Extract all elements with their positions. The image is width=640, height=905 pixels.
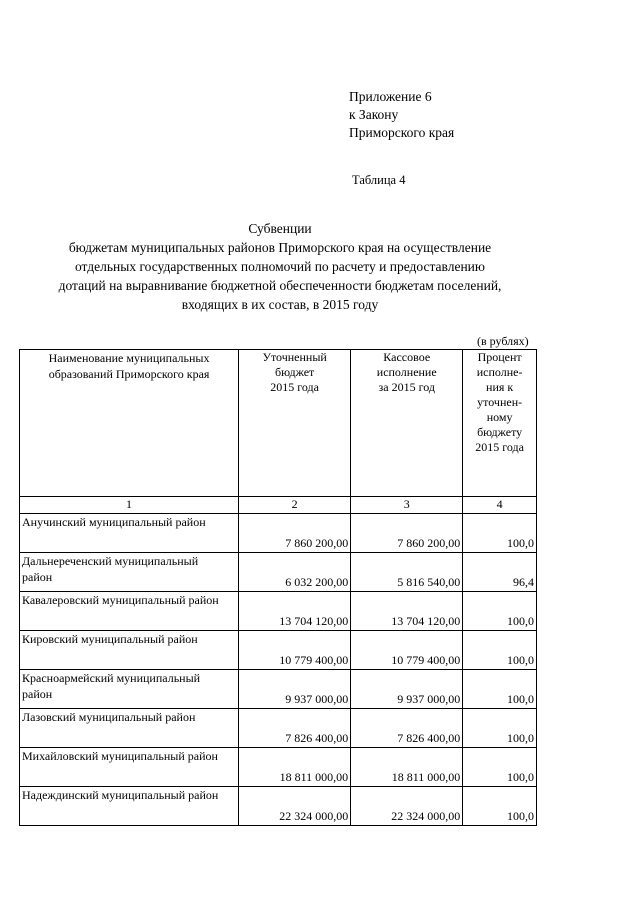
- title-line: входящих в их состав, в 2015 году: [181, 297, 379, 312]
- table-row: [20, 553, 537, 592]
- municipality-name: Кавалеровский муниципальный район: [20, 592, 239, 631]
- municipality-name: Анучинский муниципальный район: [20, 514, 239, 553]
- title-line: Субвенции: [248, 221, 312, 236]
- column-number-row: [20, 497, 537, 514]
- column-number: 2: [239, 497, 351, 514]
- column-number: 1: [20, 497, 239, 514]
- header-cash-execution: Кассовое исполнение за 2015 год: [351, 350, 463, 497]
- subventions-table: [19, 349, 537, 826]
- municipality-name: Лазовский муниципальный район: [20, 709, 239, 748]
- percent-value: 100,0: [463, 787, 537, 826]
- cash-value: 5 816 540,00: [351, 553, 463, 592]
- percent-value: 100,0: [463, 631, 537, 670]
- municipality-name: Красноармейский муниципальный район: [20, 670, 239, 709]
- cash-value: 7 826 400,00: [351, 709, 463, 748]
- table-row: [20, 670, 537, 709]
- title-line: отдельных государственных полномочий по расчету и предоставлению: [74, 259, 485, 274]
- header-percent: Процент исполне- ния к уточнен- ному бюджету 2015 года: [463, 350, 537, 497]
- table-row: [20, 787, 537, 826]
- budget-value: 7 860 200,00: [239, 514, 351, 553]
- cash-value: 13 704 120,00: [351, 592, 463, 631]
- column-number: 3: [351, 497, 463, 514]
- percent-value: 100,0: [463, 670, 537, 709]
- table-row: [20, 514, 537, 553]
- municipality-name: Михайловский муниципальный район: [20, 748, 239, 787]
- column-number: 4: [463, 497, 537, 514]
- budget-value: 10 779 400,00: [239, 631, 351, 670]
- budget-value: 13 704 120,00: [239, 592, 351, 631]
- cash-value: 22 324 000,00: [351, 787, 463, 826]
- cash-value: 10 779 400,00: [351, 631, 463, 670]
- table-row: [20, 748, 537, 787]
- budget-value: 22 324 000,00: [239, 787, 351, 826]
- municipality-name: Кировский муниципальный район: [20, 631, 239, 670]
- title-line: бюджетам муниципальных районов Приморского края на осуществление: [68, 240, 492, 255]
- budget-value: 6 032 200,00: [239, 553, 351, 592]
- table-row: [20, 631, 537, 670]
- header-municipality: Наименование муниципальных образований Приморского края: [20, 350, 239, 497]
- percent-value: 100,0: [463, 709, 537, 748]
- header-budget: Уточненный бюджет 2015 года: [239, 350, 351, 497]
- appendix-line: к Закону: [349, 107, 399, 122]
- appendix-note: [349, 88, 454, 142]
- table-row: [20, 592, 537, 631]
- cash-value: 18 811 000,00: [351, 748, 463, 787]
- municipality-name: Надеждинский муниципальный район: [20, 787, 239, 826]
- cash-value: 7 860 200,00: [351, 514, 463, 553]
- title-line: дотаций на выравнивание бюджетной обеспеченности бюджетам поселений,: [58, 278, 502, 293]
- table-header-row: [20, 350, 537, 497]
- municipality-name: Дальнереченский муниципальный район: [20, 553, 239, 592]
- table-number: Таблица 4: [352, 173, 406, 187]
- cash-value: 9 937 000,00: [351, 670, 463, 709]
- budget-value: 7 826 400,00: [239, 709, 351, 748]
- budget-value: 9 937 000,00: [239, 670, 351, 709]
- appendix-line: Приморского края: [349, 125, 455, 140]
- percent-value: 96,4: [463, 553, 537, 592]
- table-row: [20, 709, 537, 748]
- budget-value: 18 811 000,00: [239, 748, 351, 787]
- percent-value: 100,0: [463, 748, 537, 787]
- appendix-line: Приложение 6: [349, 89, 432, 104]
- document-title: [20, 219, 540, 314]
- percent-value: 100,0: [463, 592, 537, 631]
- percent-value: 100,0: [463, 514, 537, 553]
- units-note: (в рублях): [477, 334, 529, 348]
